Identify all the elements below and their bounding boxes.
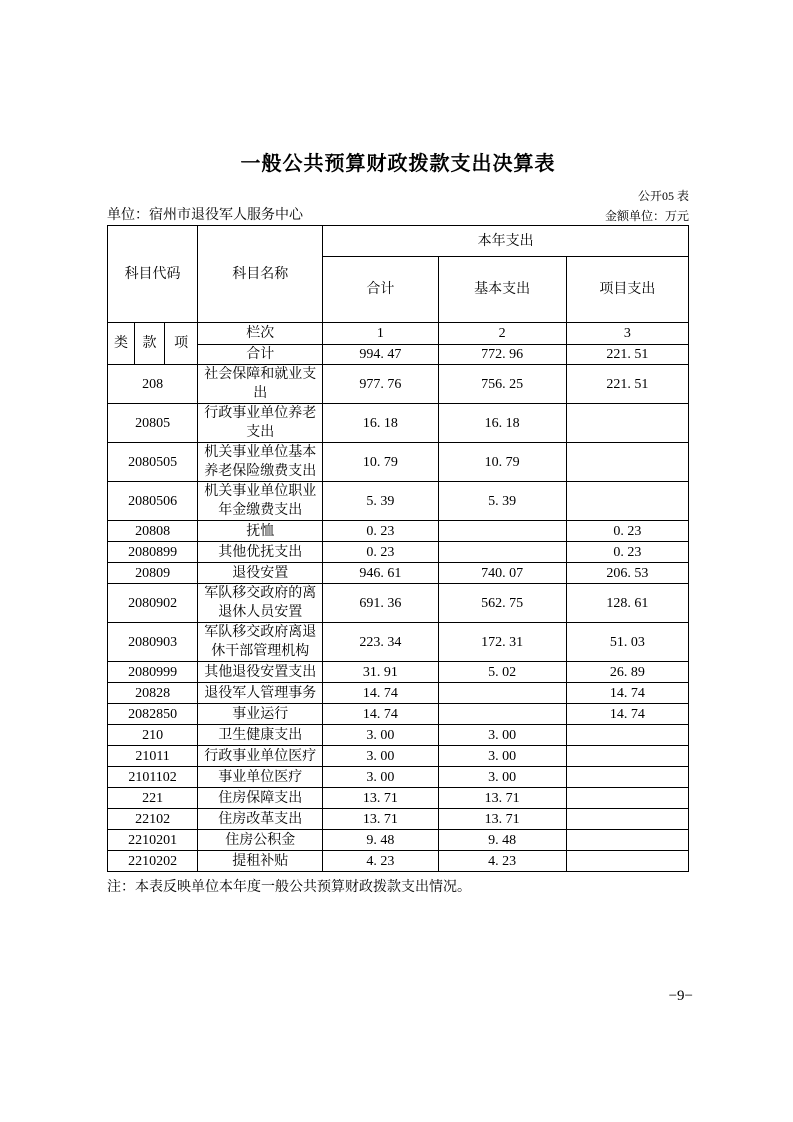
column-index-label: 栏次	[198, 323, 323, 345]
subject-name-cell: 军队移交政府离退休干部管理机构	[198, 623, 323, 662]
basic-value-cell: 3. 00	[438, 725, 566, 746]
project-value-cell: 128. 61	[566, 584, 688, 623]
project-value-cell: 0. 23	[566, 542, 688, 563]
header-class: 类	[108, 323, 135, 365]
subject-code-cell: 2080505	[108, 443, 198, 482]
header-total: 合计	[323, 257, 438, 323]
header-row-column-index	[108, 323, 689, 345]
basic-value-cell: 562. 75	[438, 584, 566, 623]
project-value-cell: 26. 89	[566, 662, 688, 683]
subject-name-cell: 抚恤	[198, 521, 323, 542]
total-value-cell: 13. 71	[323, 809, 438, 830]
table-row	[108, 704, 689, 725]
unit-label: 单位：宿州市退役军人服务中心	[107, 208, 303, 223]
grand-total-label: 合计	[198, 345, 323, 365]
subject-code-cell: 221	[108, 788, 198, 809]
total-value-cell: 0. 23	[323, 521, 438, 542]
table-row	[108, 767, 689, 788]
total-value-cell: 10. 79	[323, 443, 438, 482]
subject-code-cell: 2080506	[108, 482, 198, 521]
subject-name-cell: 事业运行	[198, 704, 323, 725]
basic-value-cell: 172. 31	[438, 623, 566, 662]
project-value-cell	[566, 725, 688, 746]
total-value-cell: 9. 48	[323, 830, 438, 851]
subject-name-cell: 住房改革支出	[198, 809, 323, 830]
table-row	[108, 542, 689, 563]
page-number: −9−	[668, 988, 693, 1004]
grand-total-total: 994. 47	[323, 345, 438, 365]
subject-code-cell: 21011	[108, 746, 198, 767]
project-value-cell	[566, 746, 688, 767]
basic-value-cell: 9. 48	[438, 830, 566, 851]
total-value-cell: 31. 91	[323, 662, 438, 683]
column-index-2: 2	[438, 323, 566, 345]
subject-name-cell: 社会保障和就业支出	[198, 365, 323, 404]
table-row	[108, 683, 689, 704]
expenditure-table	[107, 225, 689, 872]
total-value-cell: 3. 00	[323, 767, 438, 788]
table-row	[108, 404, 689, 443]
header-item: 项	[165, 323, 198, 365]
project-value-cell	[566, 404, 688, 443]
subject-code-cell: 2210202	[108, 851, 198, 872]
table-body	[108, 365, 689, 872]
subject-name-cell: 军队移交政府的离退休人员安置	[198, 584, 323, 623]
subject-code-cell: 2082850	[108, 704, 198, 725]
header-subject-name: 科目名称	[198, 226, 323, 323]
table-row	[108, 584, 689, 623]
basic-value-cell: 13. 71	[438, 788, 566, 809]
form-number: 公开05 表	[637, 189, 689, 203]
project-value-cell: 51. 03	[566, 623, 688, 662]
total-value-cell: 3. 00	[323, 746, 438, 767]
basic-value-cell	[438, 521, 566, 542]
table-note: 注：本表反映单位本年度一般公共预算财政拨款支出情况。	[107, 880, 471, 895]
subject-code-cell: 2080899	[108, 542, 198, 563]
subject-name-cell: 机关事业单位职业年金缴费支出	[198, 482, 323, 521]
project-value-cell	[566, 788, 688, 809]
subject-code-cell: 2080999	[108, 662, 198, 683]
subject-name-cell: 其他优抚支出	[198, 542, 323, 563]
subject-code-cell: 2080903	[108, 623, 198, 662]
project-value-cell: 221. 51	[566, 365, 688, 404]
basic-value-cell: 756. 25	[438, 365, 566, 404]
subject-name-cell: 机关事业单位基本养老保险缴费支出	[198, 443, 323, 482]
table-row	[108, 851, 689, 872]
basic-value-cell: 16. 18	[438, 404, 566, 443]
basic-value-cell: 4. 23	[438, 851, 566, 872]
project-value-cell: 0. 23	[566, 521, 688, 542]
header-section: 款	[135, 323, 165, 365]
project-value-cell	[566, 443, 688, 482]
basic-value-cell: 5. 02	[438, 662, 566, 683]
basic-value-cell: 740. 07	[438, 563, 566, 584]
table-row	[108, 482, 689, 521]
page-content	[107, 0, 689, 896]
basic-value-cell	[438, 704, 566, 725]
total-value-cell: 3. 00	[323, 725, 438, 746]
subject-name-cell: 退役军人管理事务	[198, 683, 323, 704]
subject-name-cell: 退役安置	[198, 563, 323, 584]
total-value-cell: 4. 23	[323, 851, 438, 872]
total-value-cell: 223. 34	[323, 623, 438, 662]
basic-value-cell: 3. 00	[438, 746, 566, 767]
table-row	[108, 563, 689, 584]
subject-name-cell: 住房保障支出	[198, 788, 323, 809]
table-row	[108, 788, 689, 809]
subject-name-cell: 其他退役安置支出	[198, 662, 323, 683]
total-value-cell: 14. 74	[323, 704, 438, 725]
subject-name-cell: 住房公积金	[198, 830, 323, 851]
subject-name-cell: 提租补贴	[198, 851, 323, 872]
subject-name-cell: 行政事业单位养老支出	[198, 404, 323, 443]
total-value-cell: 946. 61	[323, 563, 438, 584]
total-value-cell: 977. 76	[323, 365, 438, 404]
project-value-cell	[566, 809, 688, 830]
basic-value-cell: 5. 39	[438, 482, 566, 521]
project-value-cell	[566, 482, 688, 521]
amount-unit-label: 金额单位：万元	[604, 209, 689, 223]
grand-total-project: 221. 51	[566, 345, 688, 365]
grand-total-basic: 772. 96	[438, 345, 566, 365]
total-value-cell: 691. 36	[323, 584, 438, 623]
total-value-cell: 5. 39	[323, 482, 438, 521]
header-subject-code: 科目代码	[108, 226, 198, 323]
total-value-cell: 16. 18	[323, 404, 438, 443]
table-row	[108, 443, 689, 482]
table-row	[108, 830, 689, 851]
subject-code-cell: 22102	[108, 809, 198, 830]
total-value-cell: 14. 74	[323, 683, 438, 704]
project-value-cell	[566, 851, 688, 872]
basic-value-cell: 13. 71	[438, 809, 566, 830]
subject-code-cell: 2210201	[108, 830, 198, 851]
subject-code-cell: 210	[108, 725, 198, 746]
project-value-cell: 206. 53	[566, 563, 688, 584]
table-row	[108, 623, 689, 662]
subject-code-cell: 20828	[108, 683, 198, 704]
project-value-cell: 14. 74	[566, 704, 688, 725]
subject-name-cell: 卫生健康支出	[198, 725, 323, 746]
project-value-cell	[566, 767, 688, 788]
project-value-cell: 14. 74	[566, 683, 688, 704]
total-value-cell: 0. 23	[323, 542, 438, 563]
subject-code-cell: 2080902	[108, 584, 198, 623]
meta-row	[107, 204, 689, 224]
table-row	[108, 521, 689, 542]
header-current-year: 本年支出	[323, 226, 689, 257]
header-project: 项目支出	[566, 257, 688, 323]
column-index-3: 3	[566, 323, 688, 345]
basic-value-cell	[438, 683, 566, 704]
subject-code-cell: 20805	[108, 404, 198, 443]
basic-value-cell: 10. 79	[438, 443, 566, 482]
subject-code-cell: 208	[108, 365, 198, 404]
subject-name-cell: 行政事业单位医疗	[198, 746, 323, 767]
table-row	[108, 746, 689, 767]
table-row	[108, 662, 689, 683]
basic-value-cell	[438, 542, 566, 563]
subject-code-cell: 2101102	[108, 767, 198, 788]
basic-value-cell: 3. 00	[438, 767, 566, 788]
total-value-cell: 13. 71	[323, 788, 438, 809]
project-value-cell	[566, 830, 688, 851]
table-row	[108, 725, 689, 746]
page-title: 一般公共预算财政拨款支出决算表	[240, 153, 556, 175]
subject-code-cell: 20809	[108, 563, 198, 584]
subject-name-cell: 事业单位医疗	[198, 767, 323, 788]
table-row	[108, 365, 689, 404]
header-basic: 基本支出	[438, 257, 566, 323]
table-row	[108, 809, 689, 830]
header-row-1	[108, 226, 689, 257]
subject-code-cell: 20808	[108, 521, 198, 542]
column-index-1: 1	[323, 323, 438, 345]
